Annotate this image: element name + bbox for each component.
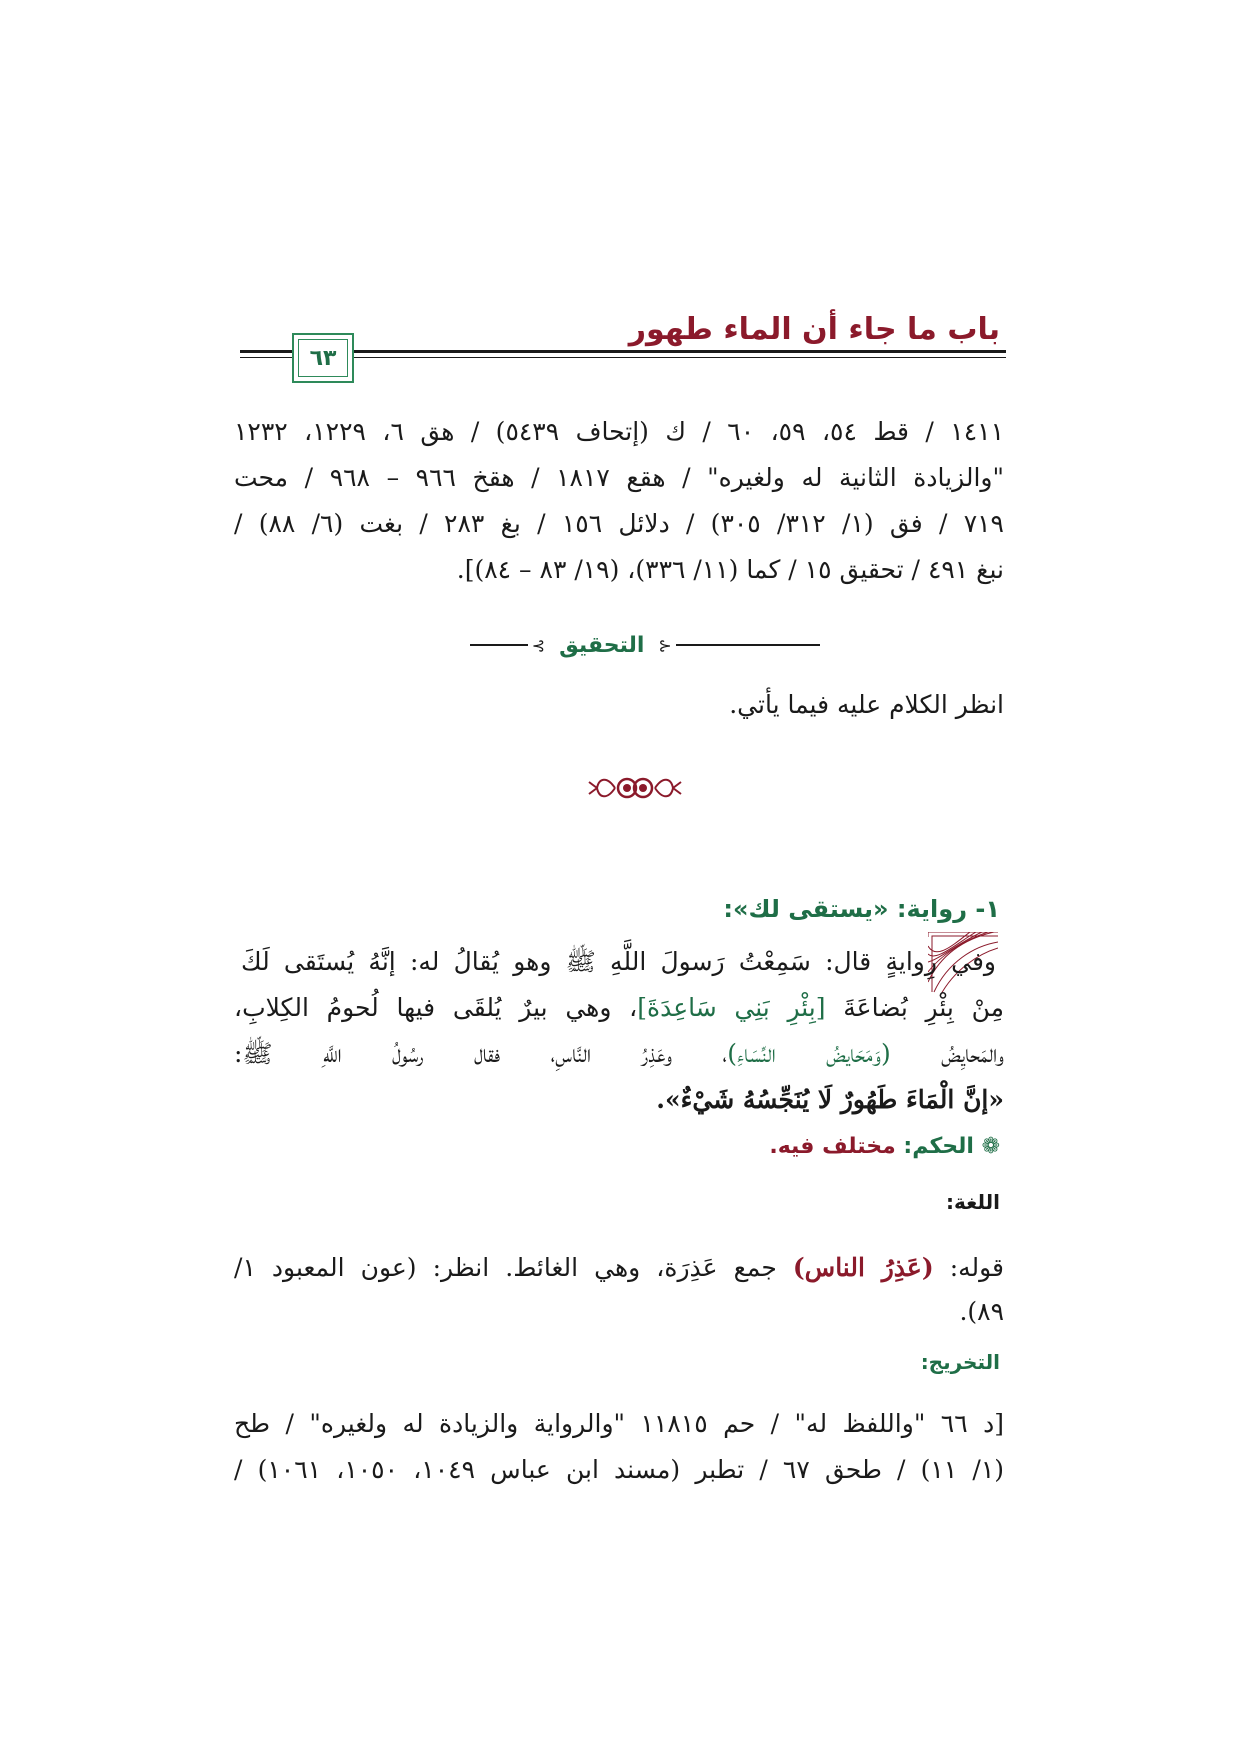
takhrij-line-1: [د ٦٦ "واللفظ له" / حم ١١٨١٥ "والرواية والزيادة له ولغيره" / طح: [234, 1409, 1005, 1438]
hukm-line: [769, 1134, 1000, 1159]
chapter-title: باب ما جاء أن الماء طهور: [628, 312, 1000, 347]
hadith-text: «إنَّ الْمَاءَ طَهُورٌ لَا يُنَجِّسُهُ شَيْءٌ».: [656, 1085, 1004, 1114]
section-number: ١-: [967, 895, 1000, 923]
takhrij-label: التخريج:: [920, 1350, 1000, 1374]
section-heading: [723, 895, 1000, 923]
lugha-label: اللغة:: [946, 1190, 1000, 1214]
narration-line-2: مِنْ بِئْرِ بُضاعَةَ [بِئْرِ بَنِي سَاعِدَةَ]، وهي بيرٌ يُلقَى فيها لُحومُ الكِلابِ،: [234, 993, 1005, 1022]
citation-line-2: "والزيادة الثانية له ولغيره" / هقع ١٨١٧ / هقخ ٩٦٦ – ٩٦٨ / محت: [234, 463, 1004, 492]
tahqiq-text: انظر الكلام عليه فيما يأتي.: [729, 690, 1004, 719]
section-title: رواية: «يستقى لك»:: [723, 895, 968, 923]
flourish-ornament-icon: [585, 768, 685, 808]
flower-icon: ❁: [973, 1134, 1000, 1159]
header-rules: [240, 350, 1006, 362]
tahqiq-separator: ⊰ التحقيق ⊱: [470, 633, 820, 657]
lugha-line-2: ٨٩).: [959, 1297, 1004, 1326]
page-number: ٦٣: [309, 345, 337, 371]
citation-line-3: ٧١٩ / فق (١/ ٣١٢/ ٣٠٥) / دلائل ١٥٦ / بغ ٢٨٣ / بغت (٦/ ٨٨) /: [234, 509, 1004, 538]
page-number-frame: [292, 333, 354, 383]
lugha-line-1: قوله: (عَذِرُ الناس) جمع عَذِرَة، وهي الغائط. انظر: (عون المعبود ١/: [234, 1253, 1004, 1282]
citation-line-1: ١٤١١ / قط ٥٤، ٥٩، ٦٠ / ك (إتحاف ٥٤٣٩) / هق ٦، ١٢٢٩، ١٢٣٢: [234, 417, 1005, 446]
narration-line-1: وفي رِوايةٍ قال: سَمِعْتُ رَسولَ اللَّهِ ﷺ وهو يُقالُ له: إنَّهُ يُستَقى لَكَ: [241, 947, 996, 976]
hukm-label: الحكم:: [895, 1134, 974, 1159]
citation-line-4: نبغ ٤٩١ / تحقيق ١٥ / كما (١١/ ٣٣٦)، (١٩/ ٨٣ – ٨٤)].: [456, 555, 1004, 584]
narration-line-3: والمَحايِضُ (وَمَحَايضُ النِّسَاءِ)، وعَذِرُ النَّاسِ، فقال رسُولُ اللَّهِ ﷺ:: [234, 1039, 1004, 1068]
tahqiq-label: التحقيق: [559, 632, 645, 658]
takhrij-line-2: (١/ ١١) / طحق ٦٧ / تطبر (مسند ابن عباس ١٠٤٩، ١٠٥٠، ١٠٦١) /: [234, 1455, 1005, 1484]
hukm-value: مختلف فيه.: [769, 1134, 896, 1159]
